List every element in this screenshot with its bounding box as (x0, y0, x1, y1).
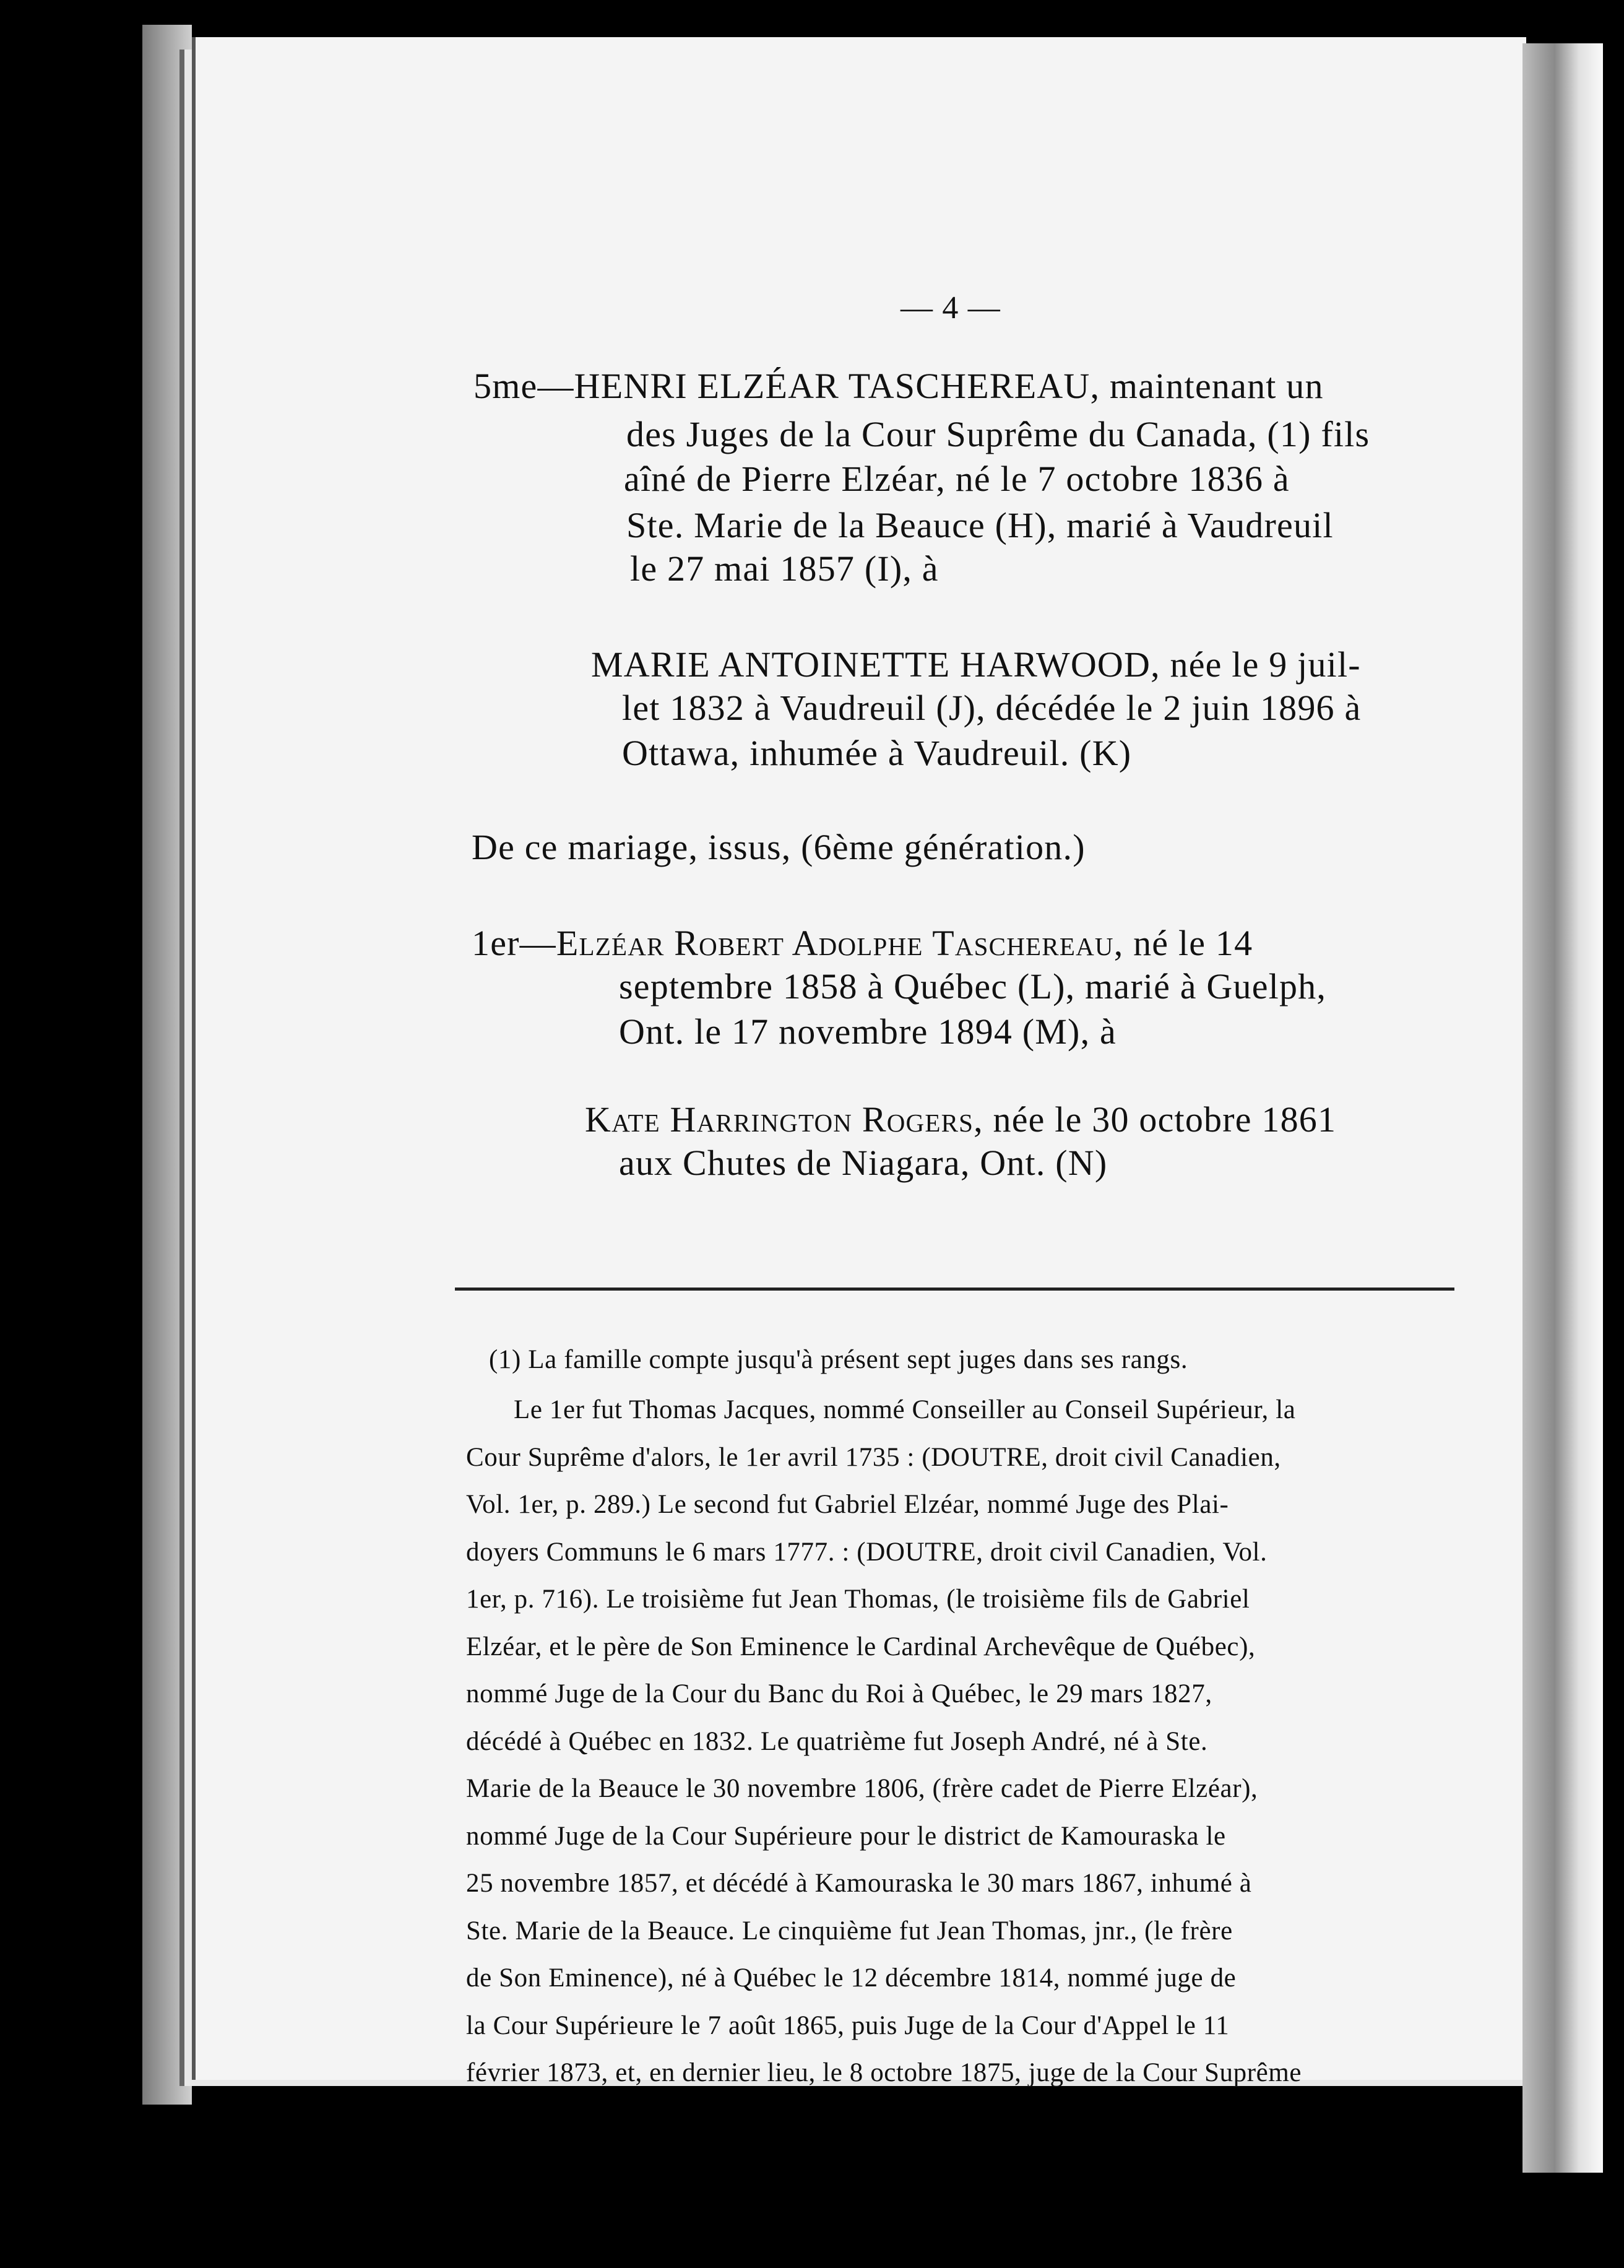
spouse-1-name: Kate Harrington Rogers (585, 1099, 974, 1140)
issue-line: De ce mariage, issus, (6ème génération.) (472, 827, 1086, 867)
footnote-rule (455, 1288, 1454, 1291)
entry-1-line-2: septembre 1858 à Québec (L), marié à Guelph, (619, 966, 1327, 1006)
page-number: — 4 — (901, 290, 1001, 326)
footnote-line: décédé à Québec en 1832. Le quatrième fut Joseph André, né à Ste. (466, 1726, 1208, 1756)
footnote-line: février 1873, et, en dernier lieu, le 8 octobre 1875, juge de la Cour Suprême (466, 2058, 1302, 2087)
entry-5-line-4: Ste. Marie de la Beauce (H), marié à Vaudreuil (626, 505, 1334, 545)
spouse-1-line-1 (585, 1099, 1336, 1140)
footnote-line: Ste. Marie de la Beauce. Le cinquième fut Jean Thomas, jnr., (le frère (466, 1916, 1233, 1946)
footnote-line: Elzéar, et le père de Son Eminence le Cardinal Archevêque de Québec), (466, 1632, 1256, 1661)
entry-5-line-2: des Juges de la Cour Suprême du Canada, (1) fils (626, 414, 1370, 454)
entry-5-line-3: aîné de Pierre Elzéar, né le 7 octobre 1836 à (624, 459, 1290, 499)
footnote-line: doyers Communs le 6 mars 1777. : (DOUTRE, droit civil Canadien, Vol. (466, 1537, 1268, 1567)
footnote-line: Cour Suprême d'alors, le 1er avril 1735 : (DOUTRE, droit civil Canadien, (466, 1442, 1281, 1472)
spouse-5-line-2: let 1832 à Vaudreuil (J), décédée le 2 juin 1896 à (622, 688, 1362, 728)
footnote-line: Le 1er fut Thomas Jacques, nommé Conseiller au Conseil Supérieur, la (514, 1395, 1296, 1424)
entry-1-line-3: Ont. le 17 novembre 1894 (M), à (619, 1011, 1116, 1052)
spouse-1-line-1-rest: , née le 30 octobre 1861 (974, 1099, 1337, 1140)
footnote-line: nommé Juge de la Cour du Banc du Roi à Québec, le 29 mars 1827, (466, 1679, 1212, 1708)
spouse-1-line-2: aux Chutes de Niagara, Ont. (N) (619, 1143, 1108, 1183)
scan-right-edge (1522, 43, 1603, 2173)
footnote-line: Vol. 1er, p. 289.) Le second fut Gabriel Elzéar, nommé Juge des Plai- (466, 1490, 1229, 1519)
footnote-line: 1er, p. 716). Le troisième fut Jean Thomas, (le troisième fils de Gabriel (466, 1585, 1250, 1614)
entry-1-line-1-rest: , né le 14 (1113, 923, 1253, 963)
entry-5-line-5: le 27 mai 1857 (I), à (630, 548, 939, 589)
footnote-first-line: (1) La famille compte jusqu'à présent sept juges dans ses rangs. (489, 1345, 1188, 1374)
entry-1-prefix: 1er— (472, 923, 556, 963)
footnote-line: de Son Eminence), né à Québec le 12 décembre 1814, nommé juge de (466, 1963, 1237, 1993)
footnote-line: 25 novembre 1857, et décédé à Kamouraska le 30 mars 1867, inhumé à (466, 1869, 1252, 1898)
footnote-line: la Cour Supérieure le 7 août 1865, puis Juge de la Cour d'Appel le 11 (466, 2010, 1230, 2040)
spouse-5-line-1: MARIE ANTOINETTE HARWOOD, née le 9 juil- (591, 644, 1361, 685)
spouse-5-line-3: Ottawa, inhumée à Vaudreuil. (K) (622, 733, 1132, 773)
footnote-line: nommé Juge de la Cour Supérieure pour le district de Kamouraska le (466, 1821, 1226, 1851)
entry-5-line-1: 5me—HENRI ELZÉAR TASCHEREAU, maintenant un (473, 366, 1324, 406)
entry-1-name: Elzéar Robert Adolphe Taschereau (556, 923, 1114, 963)
footnote-line: Marie de la Beauce le 30 novembre 1806, (frère cadet de Pierre Elzéar), (466, 1774, 1258, 1803)
entry-1-line-1 (472, 922, 1253, 964)
